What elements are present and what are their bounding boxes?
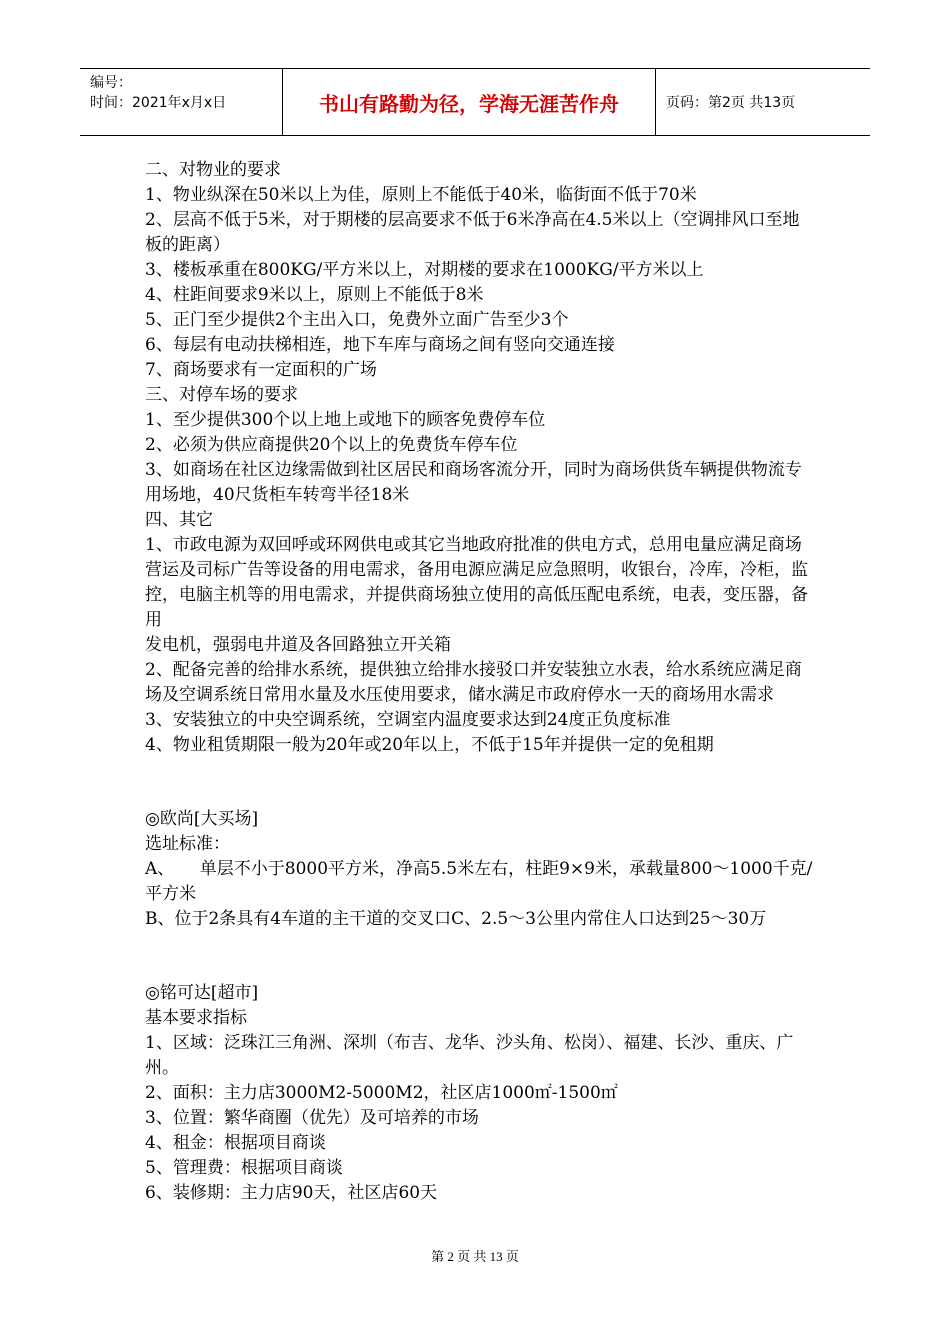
- section-heading: 二、对物业的要求: [145, 160, 281, 180]
- paragraph: 5、管理费：根据项目商谈: [145, 1158, 343, 1178]
- paragraph: 2、配备完善的给排水系统，提供独立给排水接驳口并安装独立水表，给水系统应满足商场及空调系统日常用水量及水压使用要求，储水满足市政府停水一天的商场用水需求: [145, 660, 802, 705]
- paragraph: 4、租金：根据项目商谈: [145, 1133, 326, 1153]
- paragraph: 4、物业租赁期限一般为20年或20年以上，不低于15年并提供一定的免租期: [145, 735, 714, 755]
- page-header: [80, 68, 870, 136]
- paragraph: 选址标准：: [145, 834, 230, 854]
- section-heading: ◎铭可达[超市]: [145, 983, 259, 1003]
- paragraph: 6、装修期：主力店90天，社区店60天: [145, 1183, 438, 1203]
- paragraph: 1、市政电源为双回呼或环网供电或其它当地政府批准的供电方式，总用电量应满足商场营运及司标广告等设备的用电需求，备用电源应满足应急照明，收银台，冷库，冷柜，监控，电脑主机等的用电需求，并提供商场独立使用的高低压配电系统，电表，变压器，备用: [145, 535, 808, 630]
- paragraph: 发电机，强弱电井道及各回路独立开关箱: [145, 635, 451, 655]
- header-motto: 书山有路勤为径，学海无涯苦作舟: [282, 69, 656, 135]
- spacer: [145, 932, 815, 981]
- paragraph: 5、正门至少提供2个主出入口，免费外立面广告至少3个: [145, 310, 569, 330]
- serial-label: 编号：: [90, 75, 132, 91]
- paragraph: 4、柱距间要求9米以上，原则上不能低于8米: [145, 285, 484, 305]
- paragraph: 6、每层有电动扶梯相连，地下车库与商场之间有竖向交通连接: [145, 335, 615, 355]
- paragraph: A、 单层不小于8000平方米，净高5.5米左右，柱距9×9米，承载量800～1000千克/平方米: [145, 859, 813, 904]
- page-footer: 第 2 页 共 13 页: [431, 1249, 519, 1264]
- section-heading: 四、其它: [145, 510, 213, 530]
- spacer: [145, 758, 815, 807]
- header-meta: [80, 69, 282, 135]
- paragraph: 2、必须为供应商提供20个以上的免费货车停车位: [145, 435, 518, 455]
- paragraph: 1、物业纵深在50米以上为佳，原则上不能低于40米，临街面不低于70米: [145, 185, 697, 205]
- header-page-info: 页码：第2页 共13页: [666, 95, 796, 111]
- paragraph: 3、如商场在社区边缘需做到社区居民和商场客流分开，同时为商场供货车辆提供物流专用场地，40尺货柜车转弯半径18米: [145, 460, 802, 505]
- paragraph: 7、商场要求有一定面积的广场: [145, 360, 377, 380]
- paragraph: 3、安装独立的中央空调系统，空调室内温度要求达到24度正负度标准: [145, 710, 671, 730]
- section-heading: ◎欧尚[大买场]: [145, 809, 259, 829]
- paragraph: 2、面积：主力店3000M2-5000M2，社区店1000㎡-1500㎡: [145, 1083, 618, 1103]
- paragraph: B、位于2条具有4车道的主干道的交叉口C、2.5～3公里内常住人口达到25～30万: [145, 909, 767, 929]
- paragraph: 1、至少提供300个以上地上或地下的顾客免费停车位: [145, 410, 546, 430]
- paragraph: 3、位置：繁华商圈（优先）及可培养的市场: [145, 1108, 479, 1128]
- document-body: [145, 158, 815, 1206]
- paragraph: 3、楼板承重在800KG/平方米以上，对期楼的要求在1000KG/平方米以上: [145, 260, 704, 280]
- paragraph: 基本要求指标: [145, 1008, 247, 1028]
- paragraph: 1、区域：泛珠江三角洲、深圳（布吉、龙华、沙头角、松岗）、福建、长沙、重庆、广州。: [145, 1033, 794, 1078]
- time-label: 时间：2021年x月x日: [90, 95, 227, 111]
- section-heading: 三、对停车场的要求: [145, 385, 298, 405]
- paragraph: 2、层高不低于5米，对于期楼的层高要求不低于6米净高在4.5米以上（空调排风口至地板的距离）: [145, 210, 800, 255]
